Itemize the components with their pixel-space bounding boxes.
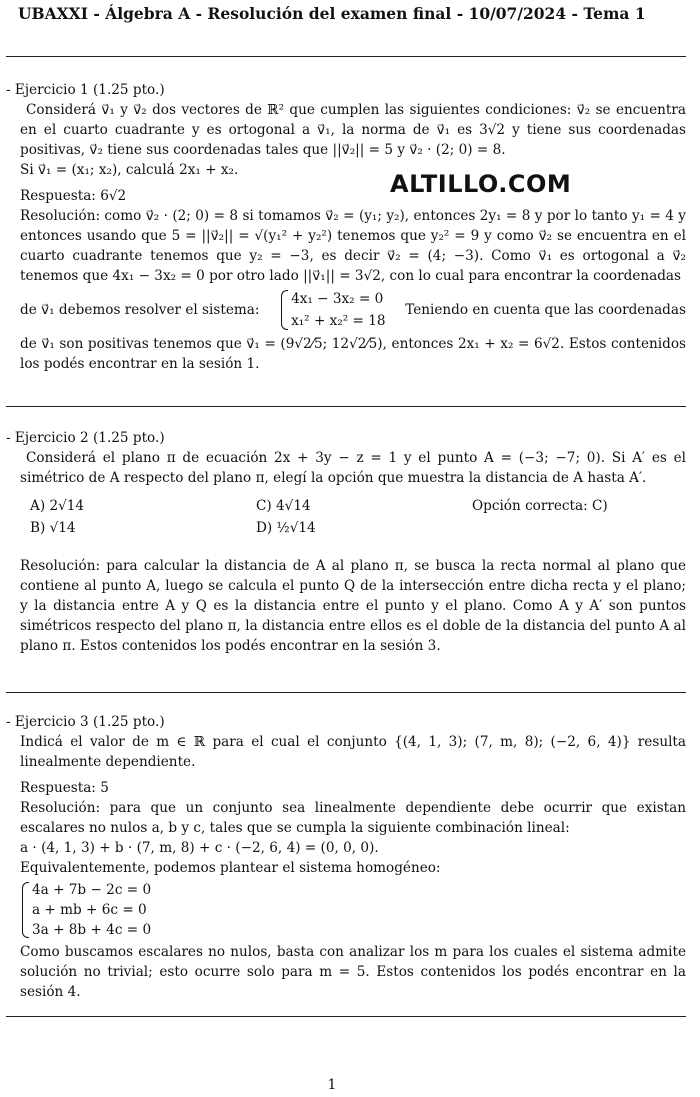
divider <box>6 1016 686 1017</box>
option-d: D) ½√14 <box>256 520 316 536</box>
exercise-1-resolution-c: de v⃗₁ son positivas tenemos que v⃗₁ = (9√2⁄5; 12√2⁄5), entonces 2x₁ + x₂ = 6√2. Estos contenidos los podés encontrar en la sesión 1. <box>20 336 686 372</box>
exercise-3-statement: Indicá el valor de m ∈ ℝ para el cual el conjunto {(4, 1, 3); (7, m, 8); (−2, 6, 4)} resulta linealmente dependiente. <box>20 734 686 770</box>
exercise-1-system-line <box>20 288 686 332</box>
option-c: C) 4√14 <box>256 498 311 514</box>
exercise-2-options <box>20 494 686 542</box>
watermark-logo: ALTILLO.COM <box>390 170 572 198</box>
exercise-3-resolution-a: Resolución: para que un conjunto sea linealmente dependiente debe ocurrir que existan escalares no nulos a, b y c, tales que se cumpla la siguiente combinación lineal: <box>20 800 686 836</box>
exercise-3-resolution-b: Como buscamos escalares no nulos, basta con analizar los m para los cuales el sistema admite solución no trivial; esto ocurre solo para m = 5. Estos contenidos los podés encontrar en la sesión 4. <box>20 944 686 1000</box>
system-equation: 4x₁ − 3x₂ = 0 <box>291 291 384 307</box>
system-equation: 4a + 7b − 2c = 0 <box>32 882 152 898</box>
exercise-1-statement: Considerá v⃗₁ y v⃗₂ dos vectores de ℝ² que cumplen las siguientes condiciones: v⃗₂ se encuentra en el cuarto cuadrante y es ortogonal a v⃗₁, la norma de v⃗₁ es 3√2 y tiene sus coordenadas positivas, v⃗₂ tiene sus coordenadas tales que ||v⃗₂|| = 5 y v⃗₂ · (2; 0) = 8. <box>20 102 686 158</box>
exercise-3-combination: a · (4, 1, 3) + b · (7, m, 8) + c · (−2, 6, 4) = (0, 0, 0). <box>20 840 379 856</box>
system-equation: a + mb + 6c = 0 <box>32 902 147 918</box>
exercise-3 <box>6 712 686 1002</box>
exercise-1-answer: Respuesta: 6√2 <box>20 188 127 204</box>
exercise-1-resolution-b-post: Teniendo en cuenta que las coordenadas <box>405 302 686 318</box>
exercise-2-resolution: Resolución: para calcular la distancia de A al plano π, se busca la recta normal al plano que contiene al punto A, luego se calcula el punto Q de la intersección entre dicha recta y el plano; y la distancia entre A y Q es la distancia entre el punto y el plano. Como A y A′ son puntos simétricos respecto del plano π, la distancia entre ellos es el doble de la distancia del punto A al plano π. Estos contenidos los podés encontrar en la sesión 3. <box>20 558 686 654</box>
exercise-3-equiv: Equivalentemente, podemos plantear el sistema homogéneo: <box>20 860 441 876</box>
divider <box>6 56 686 57</box>
divider <box>6 406 686 407</box>
divider <box>6 692 686 693</box>
exercise-1-heading: - Ejercicio 1 (1.25 pto.) <box>6 82 165 98</box>
exercise-2 <box>6 428 686 656</box>
system-equation: 3a + 8b + 4c = 0 <box>32 922 152 938</box>
exercise-1 <box>6 80 686 374</box>
exercise-2-heading: - Ejercicio 2 (1.25 pto.) <box>6 430 165 446</box>
exercise-1-system <box>279 288 386 332</box>
exercise-3-heading: - Ejercicio 3 (1.25 pto.) <box>6 714 165 730</box>
page-number: 1 <box>327 1077 337 1093</box>
exercise-1-question: Si v⃗₁ = (x₁; x₂), calculá 2x₁ + x₂. <box>20 162 239 178</box>
option-a: A) 2√14 <box>30 498 85 514</box>
system-equation: x₁² + x₂² = 18 <box>291 313 386 329</box>
exercise-2-statement: Considerá el plano π de ecuación 2x + 3y − z = 1 y el punto A = (−3; −7; 0). Si A′ es el simétrico de A respecto del plano π, elegí la opción que muestra la distancia de A hasta A′. <box>20 450 686 486</box>
option-b: B) √14 <box>30 520 76 536</box>
exercise-3-answer: Respuesta: 5 <box>20 780 109 796</box>
exercise-1-resolution-a: Resolución: como v⃗₂ · (2; 0) = 8 si tomamos v⃗₂ = (y₁; y₂), entonces 2y₁ = 8 y por lo tanto y₁ = 4 y entonces usando que 5 = ||v⃗₂|| = √(y₁² + y₂²) tenemos que y₂² = 9 y como v⃗₂ se encuentra en el cuarto cuadrante tenemos que y₂ = −3, es decir v⃗₂ = (4; −3). Como v⃗₁ es ortogonal a v⃗₂ tenemos que 4x₁ − 3x₂ = 0 por otro lado ||v⃗₁|| = 3√2, con lo cual para encontrar la coordenadas <box>20 208 686 284</box>
exercise-1-resolution-b-pre: de v⃗₁ debemos resolver el sistema: <box>20 302 260 318</box>
page-title: UBAXXI - Álgebra A - Resolución del examen final - 10/07/2024 - Tema 1 <box>18 4 646 23</box>
correct-option: Opción correcta: C) <box>472 498 608 514</box>
exercise-3-system <box>20 880 686 940</box>
